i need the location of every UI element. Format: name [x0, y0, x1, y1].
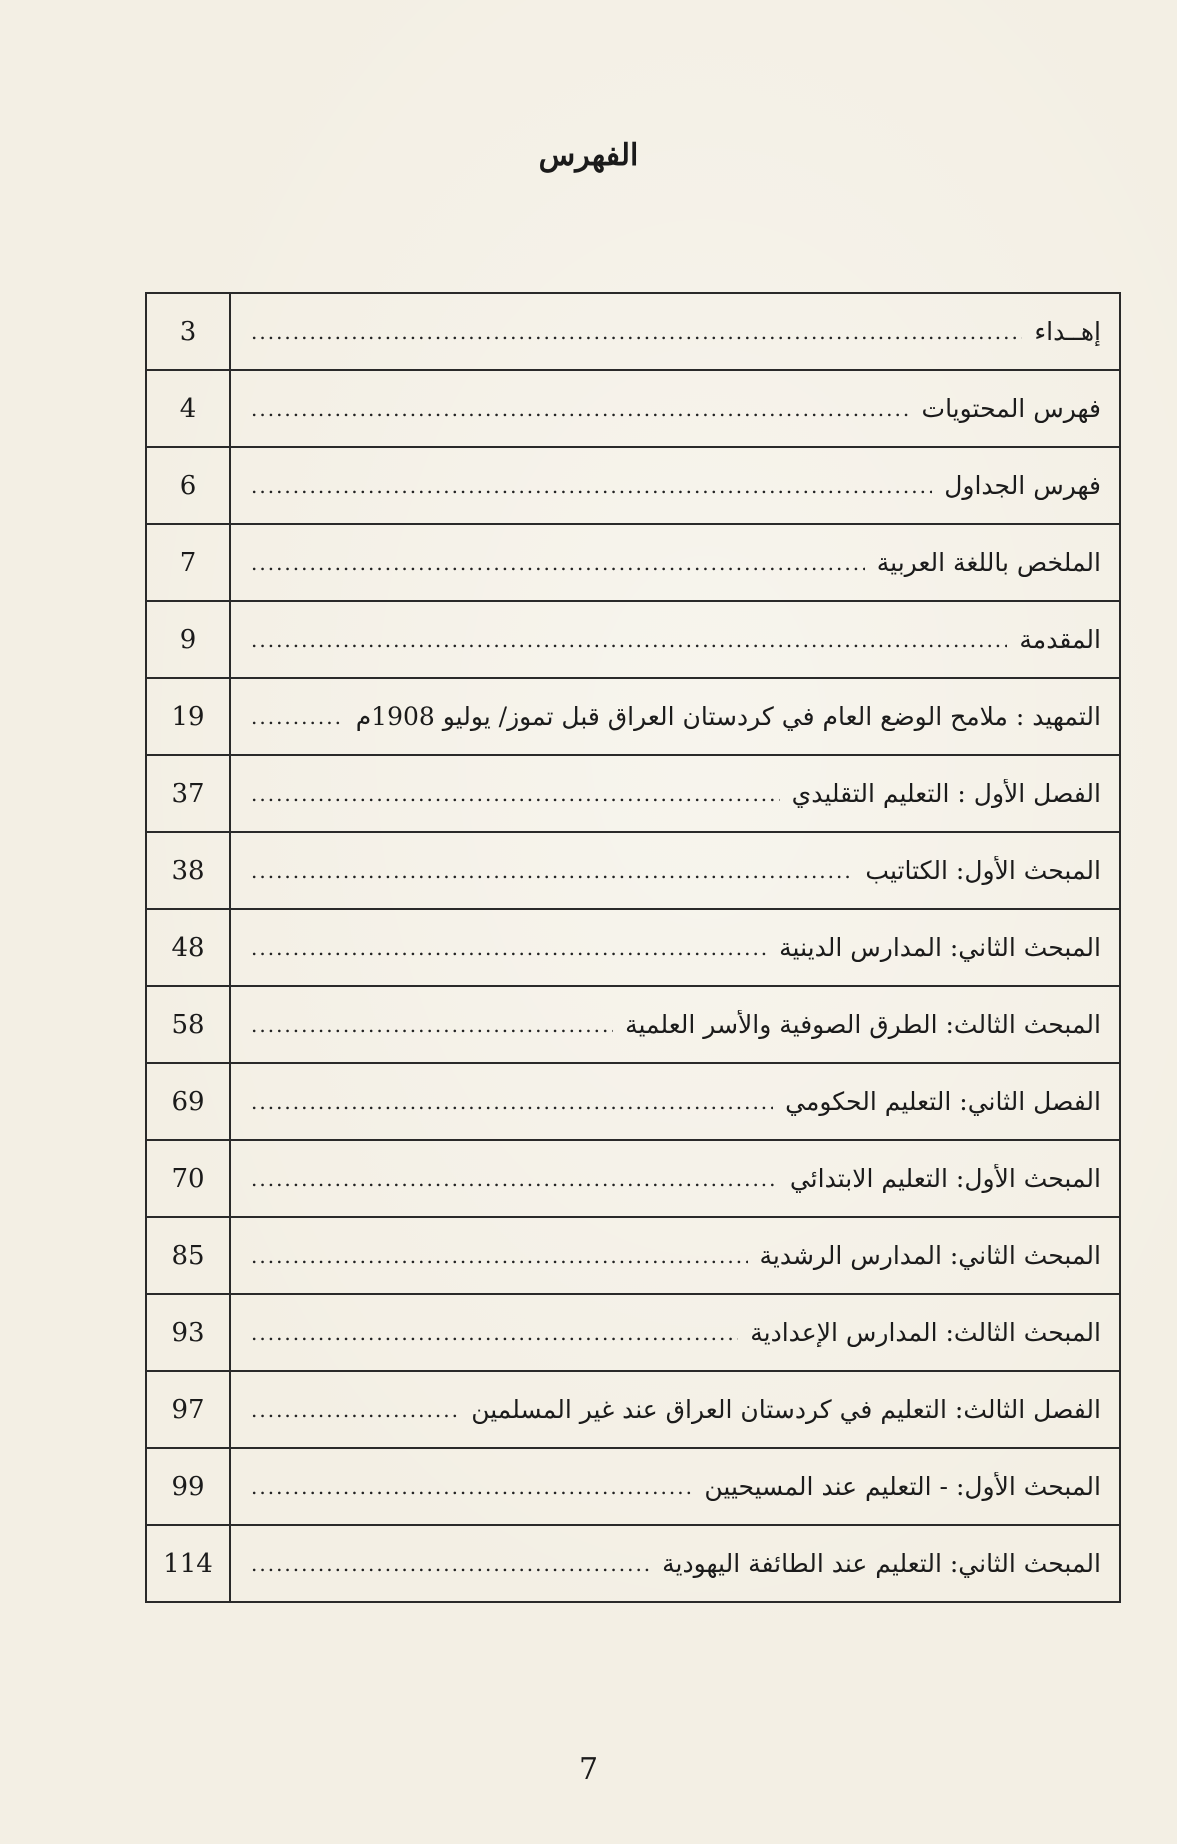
- toc-entry: [231, 625, 1119, 654]
- toc-page-number: 93: [146, 1294, 230, 1371]
- toc-title-cell: [230, 293, 1120, 370]
- toc-page-number: 19: [146, 678, 230, 755]
- toc-entry: [231, 1164, 1119, 1193]
- toc-entry: [231, 1318, 1119, 1347]
- toc-page-number: 6: [146, 447, 230, 524]
- toc-entry-title: المبحث الثاني: المدارس الرشدية: [759, 1241, 1101, 1270]
- toc-entry: [231, 317, 1119, 346]
- toc-entry: [231, 1472, 1119, 1501]
- leader-dots: [251, 1552, 650, 1576]
- toc-entry: [231, 394, 1119, 423]
- toc-page-number: 97: [146, 1371, 230, 1448]
- leader-dots: [251, 1244, 748, 1268]
- toc-entry-title: الفصل الأول : التعليم التقليدي: [791, 779, 1101, 808]
- leader-dots: [251, 320, 1022, 344]
- toc-page-number: 99: [146, 1448, 230, 1525]
- toc-entry-title: المبحث الثالث: المدارس الإعدادية: [750, 1318, 1101, 1347]
- toc-entry-title: التمهيد : ملامح الوضع العام في كردستان العراق قبل تموز/ يوليو 1908م: [355, 702, 1101, 731]
- toc-title-cell: [230, 1525, 1120, 1602]
- leader-dots: [251, 1090, 773, 1114]
- toc-entry: [231, 1549, 1119, 1578]
- toc-entry-title: المقدمة: [1019, 625, 1101, 654]
- leader-dots: [251, 1398, 459, 1422]
- toc-entry-title: المبحث الثالث: الطرق الصوفية والأسر العلمية: [625, 1010, 1101, 1039]
- toc-entry: [231, 1241, 1119, 1270]
- toc-title-cell: [230, 601, 1120, 678]
- toc-entry: [231, 1087, 1119, 1116]
- toc-title-cell: [230, 1294, 1120, 1371]
- toc-page-number: 4: [146, 370, 230, 447]
- toc-title-cell: [230, 1063, 1120, 1140]
- leader-dots: [251, 397, 910, 421]
- toc-entry-title: المبحث الثاني: التعليم عند الطائفة اليهودية: [662, 1549, 1101, 1578]
- toc-title-cell: [230, 832, 1120, 909]
- leader-dots: [251, 551, 865, 575]
- toc-page-number: 9: [146, 601, 230, 678]
- toc-row: [146, 986, 1120, 1063]
- leader-dots: [251, 705, 344, 729]
- toc-title-cell: [230, 370, 1120, 447]
- toc-table: [145, 292, 1121, 1603]
- toc-row: [146, 601, 1120, 678]
- toc-page-number: 38: [146, 832, 230, 909]
- toc-entry-title: الملخص باللغة العربية: [876, 548, 1101, 577]
- toc-body: [146, 293, 1120, 1602]
- toc-entry-title: فهرس الجداول: [944, 471, 1101, 500]
- toc-entry: [231, 471, 1119, 500]
- toc-row: [146, 1525, 1120, 1602]
- toc-entry-title: المبحث الأول: الكتاتيب: [865, 856, 1101, 885]
- toc-page-number: 69: [146, 1063, 230, 1140]
- leader-dots: [251, 782, 780, 806]
- toc-title-cell: [230, 755, 1120, 832]
- toc-row: [146, 678, 1120, 755]
- toc-entry-title: الفصل الثالث: التعليم في كردستان العراق عند غير المسلمين: [471, 1395, 1101, 1424]
- leader-dots: [251, 1321, 738, 1345]
- toc-row: [146, 1063, 1120, 1140]
- toc-entry-title: إهــداء: [1034, 317, 1101, 346]
- toc-row: [146, 1217, 1120, 1294]
- toc-page-number: 114: [146, 1525, 230, 1602]
- toc-title-cell: [230, 1217, 1120, 1294]
- toc-row: [146, 293, 1120, 370]
- toc-page-number: 58: [146, 986, 230, 1063]
- toc-row: [146, 1140, 1120, 1217]
- toc-row: [146, 447, 1120, 524]
- toc-row: [146, 370, 1120, 447]
- toc-page-number: 85: [146, 1217, 230, 1294]
- toc-entry-title: المبحث الأول: التعليم الابتدائي: [789, 1164, 1101, 1193]
- toc-title-cell: [230, 447, 1120, 524]
- leader-dots: [251, 859, 853, 883]
- page-number: 7: [578, 1752, 599, 1787]
- toc-entry-title: المبحث الثاني: المدارس الدينية: [779, 933, 1101, 962]
- toc-page-number: 7: [146, 524, 230, 601]
- toc-title-cell: [230, 1371, 1120, 1448]
- toc-row: [146, 755, 1120, 832]
- leader-dots: [251, 1013, 613, 1037]
- toc-entry: [231, 702, 1119, 731]
- toc-page-number: 70: [146, 1140, 230, 1217]
- toc-entry-title: فهرس المحتويات: [921, 394, 1101, 423]
- leader-dots: [251, 628, 1007, 652]
- toc-entry: [231, 1010, 1119, 1039]
- toc-row: [146, 909, 1120, 986]
- toc-row: [146, 832, 1120, 909]
- toc-title-cell: [230, 678, 1120, 755]
- toc-page-number: 3: [146, 293, 230, 370]
- page-title: الفهرس: [538, 138, 639, 173]
- toc-title-cell: [230, 1140, 1120, 1217]
- toc-page-number: 37: [146, 755, 230, 832]
- toc-title-cell: [230, 1448, 1120, 1525]
- toc-entry: [231, 1395, 1119, 1424]
- leader-dots: [251, 936, 767, 960]
- toc-entry: [231, 856, 1119, 885]
- leader-dots: [251, 1167, 778, 1191]
- toc-row: [146, 524, 1120, 601]
- toc-row: [146, 1448, 1120, 1525]
- toc-row: [146, 1294, 1120, 1371]
- toc-entry-title: الفصل الثاني: التعليم الحكومي: [785, 1087, 1101, 1116]
- toc-title-cell: [230, 986, 1120, 1063]
- toc-title-cell: [230, 524, 1120, 601]
- toc-entry: [231, 548, 1119, 577]
- toc-entry-title: المبحث الأول: - التعليم عند المسيحيين: [704, 1472, 1101, 1501]
- toc-page-number: 48: [146, 909, 230, 986]
- toc-title-cell: [230, 909, 1120, 986]
- toc-row: [146, 1371, 1120, 1448]
- leader-dots: [251, 474, 932, 498]
- toc-entry: [231, 933, 1119, 962]
- leader-dots: [251, 1475, 692, 1499]
- toc-entry: [231, 779, 1119, 808]
